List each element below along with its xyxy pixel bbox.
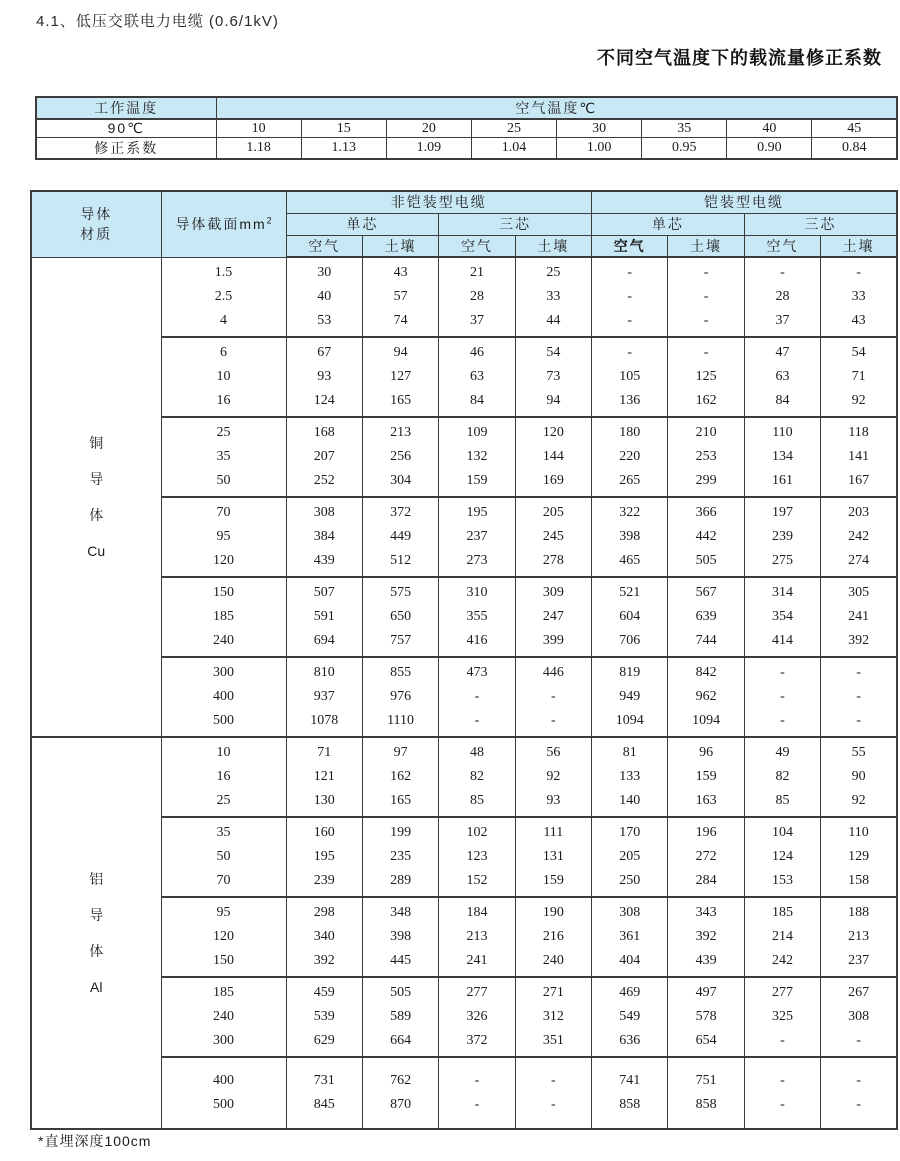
material-header: 导体 材质 <box>31 191 161 257</box>
ampacity-cell-unarmored-single-air: 168 207 252 <box>286 417 362 497</box>
size-group-row <box>31 417 897 497</box>
ampacity-cell-unarmored-three-soil: 205 245 278 <box>515 497 591 577</box>
ampacity-cell-armored-three-soil: 55 90 92 <box>821 737 897 817</box>
ampacity-cell-armored-three-soil: - - - <box>821 657 897 737</box>
ampacity-cell-armored-three-air: 110 134 161 <box>744 417 820 497</box>
ampacity-cell-armored-three-air: - 28 37 <box>744 257 820 337</box>
ampacity-cell-armored-single-air: 819 949 1094 <box>592 657 668 737</box>
ampacity-cell-unarmored-three-soil: 111 131 159 <box>515 817 591 897</box>
ampacity-cell-armored-single-soil: - - - <box>668 257 744 337</box>
ampacity-cell-armored-single-soil: 343 392 439 <box>668 897 744 977</box>
correction-value-cell: 10 <box>216 119 301 138</box>
armored-single-soil-header: 土壤 <box>668 235 744 257</box>
size-group-row <box>31 817 897 897</box>
correction-row-label: 修正系数 <box>36 138 216 160</box>
ampacity-cell-armored-single-soil: - 125 162 <box>668 337 744 417</box>
burial-depth-footnote: *直埋深度100cm <box>38 1133 152 1149</box>
ampacity-cell-unarmored-three-soil: 271 312 351 <box>515 977 591 1057</box>
ampacity-cell-unarmored-single-soil: 43 57 74 <box>362 257 438 337</box>
ampacity-cell-unarmored-single-soil: 372 449 512 <box>362 497 438 577</box>
ampacity-cell-unarmored-three-air: 184 213 241 <box>439 897 515 977</box>
ampacity-cell-unarmored-three-air: 21 28 37 <box>439 257 515 337</box>
ampacity-cell-unarmored-single-air: 810 937 1078 <box>286 657 362 737</box>
ampacity-cell-unarmored-three-air: 109 132 159 <box>439 417 515 497</box>
size-group-row <box>31 977 897 1057</box>
cross-section-cell: 300 400 500 <box>161 657 286 737</box>
armored-cable-header: 铠装型电缆 <box>592 191 898 213</box>
ampacity-cell-armored-three-air: 104 124 153 <box>744 817 820 897</box>
ampacity-cell-armored-single-soil: 366 442 505 <box>668 497 744 577</box>
ampacity-cell-armored-single-air: 180 220 265 <box>592 417 668 497</box>
size-group-row <box>31 337 897 417</box>
ampacity-cell-unarmored-single-soil: 97 162 165 <box>362 737 438 817</box>
ampacity-cell-unarmored-three-air: 473 - - <box>439 657 515 737</box>
ampacity-cell-unarmored-single-air: 30 40 53 <box>286 257 362 337</box>
material-label: 铜 导 体 Cu <box>31 257 161 737</box>
ampacity-cell-unarmored-three-air: 48 82 85 <box>439 737 515 817</box>
ampacity-cell-unarmored-single-air: 507 591 694 <box>286 577 362 657</box>
ampacity-cell-armored-three-air: 185 214 242 <box>744 897 820 977</box>
unarmored-single-core-header: 单芯 <box>286 213 439 235</box>
ampacity-cell-unarmored-three-soil: 120 144 169 <box>515 417 591 497</box>
ampacity-cell-armored-single-air: - - - <box>592 257 668 337</box>
ampacity-cell-armored-three-soil: 118 141 167 <box>821 417 897 497</box>
correction-value-cell: 1.09 <box>386 138 471 160</box>
ampacity-cell-armored-three-soil: 267 308 - <box>821 977 897 1057</box>
ampacity-cell-armored-three-soil: 305 241 392 <box>821 577 897 657</box>
ampacity-cell-unarmored-three-soil: 54 73 94 <box>515 337 591 417</box>
ampacity-cell-unarmored-single-air: 459 539 629 <box>286 977 362 1057</box>
correction-row <box>36 138 897 160</box>
ampacity-cell-unarmored-three-air: 102 123 152 <box>439 817 515 897</box>
correction-value-cell: 25 <box>471 119 556 138</box>
ampacity-cell-armored-single-air: - 105 136 <box>592 337 668 417</box>
correction-value-cell: 0.95 <box>642 138 727 160</box>
correction-table-title: 不同空气温度下的载流量修正系数 <box>597 48 882 68</box>
ampacity-cell-unarmored-single-soil: 94 127 165 <box>362 337 438 417</box>
ampacity-cell-unarmored-single-air: 71 121 130 <box>286 737 362 817</box>
cross-section-cell: 35 50 70 <box>161 817 286 897</box>
armored-single-core-header: 单芯 <box>592 213 745 235</box>
ampacity-table <box>30 190 898 1130</box>
ampacity-cell-armored-single-air: 170 205 250 <box>592 817 668 897</box>
section-title: 4.1、低压交联电力电缆 (0.6/1kV) <box>36 13 279 30</box>
correction-header-row <box>36 97 897 119</box>
ampacity-cell-armored-three-soil: - 33 43 <box>821 257 897 337</box>
ampacity-cell-armored-three-soil: 54 71 92 <box>821 337 897 417</box>
working-temperature-header: 工作温度 <box>36 97 216 119</box>
unarmored-cable-header: 非铠装型电缆 <box>286 191 592 213</box>
size-group-row <box>31 737 897 817</box>
ampacity-cell-armored-three-air: - - - <box>744 657 820 737</box>
material-label: 铝 导 体 Al <box>31 737 161 1129</box>
ampacity-cell-unarmored-three-air: - - <box>439 1057 515 1129</box>
ampacity-cell-armored-single-soil: 842 962 1094 <box>668 657 744 737</box>
ampacity-cell-armored-three-air: 49 82 85 <box>744 737 820 817</box>
armored-three-soil-header: 土壤 <box>821 235 897 257</box>
armored-single-air-header: 空气 <box>592 235 668 257</box>
ampacity-cell-armored-single-air: 521 604 706 <box>592 577 668 657</box>
correction-value-cell: 1.00 <box>557 138 642 160</box>
ampacity-cell-armored-single-air: 308 361 404 <box>592 897 668 977</box>
ampacity-cell-unarmored-single-soil: 575 650 757 <box>362 577 438 657</box>
correction-value-cell: 35 <box>642 119 727 138</box>
ampacity-cell-armored-three-soil: 110 129 158 <box>821 817 897 897</box>
ampacity-cell-unarmored-three-air: 310 355 416 <box>439 577 515 657</box>
ampacity-cell-armored-single-soil: 567 639 744 <box>668 577 744 657</box>
ampacity-cell-unarmored-single-soil: 348 398 445 <box>362 897 438 977</box>
cross-section-cell: 185 240 300 <box>161 977 286 1057</box>
ampacity-cell-unarmored-single-soil: 199 235 289 <box>362 817 438 897</box>
cross-section-cell: 25 35 50 <box>161 417 286 497</box>
cross-section-cell: 10 16 25 <box>161 737 286 817</box>
ampacity-cell-unarmored-single-air: 160 195 239 <box>286 817 362 897</box>
cross-section-header: 导体截面$mm^2$ <box>161 191 286 257</box>
ampacity-cell-armored-three-soil: 188 213 237 <box>821 897 897 977</box>
correction-value-cell: 1.18 <box>216 138 301 160</box>
ampacity-table-body <box>31 257 897 1129</box>
ampacity-cell-unarmored-single-soil: 762 870 <box>362 1057 438 1129</box>
size-group-row <box>31 657 897 737</box>
ampacity-cell-unarmored-three-soil: 190 216 240 <box>515 897 591 977</box>
correction-value-cell: 45 <box>812 119 897 138</box>
ampacity-cell-unarmored-three-air: 277 326 372 <box>439 977 515 1057</box>
ampacity-cell-armored-three-air: 197 239 275 <box>744 497 820 577</box>
ampacity-cell-unarmored-three-soil: 56 92 93 <box>515 737 591 817</box>
size-group-row <box>31 897 897 977</box>
ampacity-cell-armored-three-air: 47 63 84 <box>744 337 820 417</box>
ampacity-cell-unarmored-three-soil: 309 247 399 <box>515 577 591 657</box>
cross-section-cell: 1.5 2.5 4 <box>161 257 286 337</box>
correction-value-cell: 1.13 <box>301 138 386 160</box>
armored-three-core-header: 三芯 <box>744 213 897 235</box>
unarmored-three-soil-header: 土壤 <box>515 235 591 257</box>
cross-section-cell: 70 95 120 <box>161 497 286 577</box>
unarmored-three-air-header: 空气 <box>439 235 515 257</box>
ampacity-cell-armored-single-soil: 210 253 299 <box>668 417 744 497</box>
unarmored-single-soil-header: 土壤 <box>362 235 438 257</box>
size-group-row <box>31 1057 897 1129</box>
correction-value-cell: 30 <box>557 119 642 138</box>
correction-value-cell: 1.04 <box>471 138 556 160</box>
correction-value-cell: 15 <box>301 119 386 138</box>
correction-value-cell: 40 <box>727 119 812 138</box>
unarmored-single-air-header: 空气 <box>286 235 362 257</box>
unarmored-three-core-header: 三芯 <box>439 213 592 235</box>
ampacity-cell-unarmored-single-soil: 855 976 1110 <box>362 657 438 737</box>
ampacity-cell-armored-three-air: 314 354 414 <box>744 577 820 657</box>
ampacity-cell-armored-three-air: - - <box>744 1057 820 1129</box>
ampacity-cell-unarmored-single-air: 67 93 124 <box>286 337 362 417</box>
armored-three-air-header: 空气 <box>744 235 820 257</box>
cross-section-cell: 6 10 16 <box>161 337 286 417</box>
air-temperature-header: 空气温度℃ <box>216 97 897 119</box>
correction-value-cell: 20 <box>386 119 471 138</box>
ampacity-cell-armored-single-soil: 751 858 <box>668 1057 744 1129</box>
cross-section-cell: 95 120 150 <box>161 897 286 977</box>
ampacity-cell-armored-single-air: 469 549 636 <box>592 977 668 1057</box>
ampacity-cell-armored-three-soil: 203 242 274 <box>821 497 897 577</box>
correction-row <box>36 119 897 138</box>
ampacity-cell-unarmored-three-soil: 446 - - <box>515 657 591 737</box>
ampacity-cell-unarmored-single-soil: 213 256 304 <box>362 417 438 497</box>
ampacity-cell-armored-single-soil: 196 272 284 <box>668 817 744 897</box>
correction-value-cell: 0.84 <box>812 138 897 160</box>
size-group-row <box>31 257 897 337</box>
ampacity-cell-unarmored-single-air: 731 845 <box>286 1057 362 1129</box>
correction-value-cell: 0.90 <box>727 138 812 160</box>
correction-row-label: 90℃ <box>36 119 216 138</box>
ampacity-cell-armored-three-air: 277 325 - <box>744 977 820 1057</box>
ampacity-cell-armored-single-soil: 497 578 654 <box>668 977 744 1057</box>
size-group-row <box>31 577 897 657</box>
correction-table <box>35 96 898 160</box>
ampacity-cell-armored-single-air: 81 133 140 <box>592 737 668 817</box>
correction-table-body <box>36 119 897 159</box>
cross-section-cell: 150 185 240 <box>161 577 286 657</box>
size-group-row <box>31 497 897 577</box>
ampacity-cell-unarmored-single-air: 298 340 392 <box>286 897 362 977</box>
ampacity-cell-unarmored-three-soil: - - <box>515 1057 591 1129</box>
ampacity-cell-unarmored-three-air: 195 237 273 <box>439 497 515 577</box>
ampacity-cell-armored-single-air: 322 398 465 <box>592 497 668 577</box>
ampacity-cell-armored-three-soil: - - <box>821 1057 897 1129</box>
ampacity-header-row-1 <box>31 191 897 213</box>
ampacity-cell-unarmored-single-air: 308 384 439 <box>286 497 362 577</box>
ampacity-cell-armored-single-air: 741 858 <box>592 1057 668 1129</box>
ampacity-cell-unarmored-single-soil: 505 589 664 <box>362 977 438 1057</box>
cross-section-cell: 400 500 <box>161 1057 286 1129</box>
ampacity-cell-unarmored-three-soil: 25 33 44 <box>515 257 591 337</box>
ampacity-cell-armored-single-soil: 96 159 163 <box>668 737 744 817</box>
ampacity-cell-unarmored-three-air: 46 63 84 <box>439 337 515 417</box>
